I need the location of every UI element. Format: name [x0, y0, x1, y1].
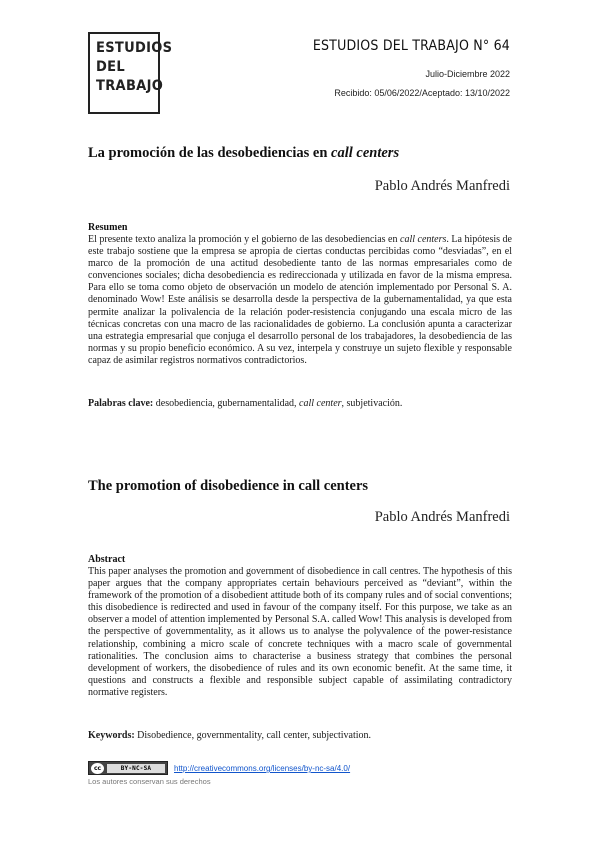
spanish-keywords-italic: call center [299, 398, 342, 409]
cc-icon: cc [91, 763, 104, 774]
resumen-part-2: . La hipótesis de este trabajo sostiene que la empresa se apropia de ciertas conductas percibidas como “desviadas”, en el marco de la promoción de una actitud desobediente tanto de las normas empresariales como de convenciones sociales; dicha desobediencia es redireccionada y utilizada en favor de la misma empresa. Para ello se toma como objeto de observación un modelo de atención implementado por Personal S. A. denominado Wow! Este análisis se desarrolla desde la perspectiva de la gubernamentalidad, ya que esta permite analizar la polivalencia de la relación poder-resistencia conjugando una escala micro de las técnicas concretas con una macro de las racionalidades de gobierno. La conclusión apunta a caracterizar una estrategia empresarial que conjuga el desarrollo personal de los trabajadores, la desobediencia de las normas y su propio beneficio económico. A su vez, interpela y construye un sujeto flexible y responsable capaz de asimilar registros normativos contradictorios. [88, 234, 512, 366]
spanish-title-main: La promoción de las desobediencias en [88, 145, 332, 161]
logo-line-1: ESTUDIOS [96, 40, 173, 56]
journal-title: ESTUDIOS DEL TRABAJO N° 64 [312, 38, 510, 54]
cc-license-badge[interactable] [88, 761, 168, 775]
spanish-keywords-part-1: desobediencia, gubernamentalidad, [153, 398, 300, 409]
resumen-part-1: El presente texto analiza la promoción y el gobierno de las desobediencias en [88, 234, 401, 245]
cc-license-label: BY-NC-SA [107, 764, 165, 773]
resumen-text [88, 234, 512, 367]
journal-logo [88, 32, 173, 114]
spanish-author: Pablo Andrés Manfredi [374, 178, 510, 194]
rights-notice: Los autores conservan sus derechos [88, 777, 211, 786]
spanish-keywords [88, 398, 512, 409]
resumen-heading: Resumen [88, 222, 128, 233]
english-title: The promotion of disobedience in call centers [88, 478, 369, 494]
logo-line-3: TRABAJO [96, 78, 164, 94]
english-author: Pablo Andrés Manfredi [374, 509, 510, 525]
logo-line-2: DEL [96, 59, 125, 75]
english-keywords-text: Disobedience, governmentality, call center, subjectivation. [134, 730, 372, 741]
spanish-title-italic: call centers [331, 145, 400, 161]
abstract-heading: Abstract [88, 554, 126, 565]
english-keywords [88, 730, 512, 741]
english-keywords-label: Keywords: [88, 730, 135, 741]
abstract-text: This paper analyses the promotion and government of disobedience in call centres. The hypothesis of this paper argues that the company appropriates certain behaviours perceived as “deviant”, within the framework of the promotion of a disobedient attitude both of its company rules and of social conventions; this disobedience is redirected and used in favour of the company itself. For this purpose, we take as an observer a model of attention implemented by Personal S.A. called Wow! This analysis is developed from the perspective of governmentality, as it allows us to analyse the polyvalence of the power-resistance relationship, combining a micro scale of concrete techniques with a macro scale of governmental rationalities. The conclusion aims to characterise a business strategy that combines the personal development of workers, the disobedience of rules and its own economic benefit. At the same time, it questions and constructs a flexible and responsible subject capable of assimilating contradictory normative registers. [88, 566, 513, 698]
resumen-italic: call centers [400, 234, 447, 245]
issue-date: Julio-Diciembre 2022 [425, 69, 510, 79]
spanish-title [88, 145, 399, 162]
license-link[interactable]: http://creativecommons.org/licenses/by-nc-sa/4.0/ [174, 764, 351, 773]
received-accepted-dates: Recibido: 05/06/2022/Aceptado: 13/10/2022 [334, 88, 510, 98]
spanish-keywords-part-2: , subjetivación. [341, 398, 403, 409]
spanish-keywords-label: Palabras clave: [88, 398, 154, 409]
